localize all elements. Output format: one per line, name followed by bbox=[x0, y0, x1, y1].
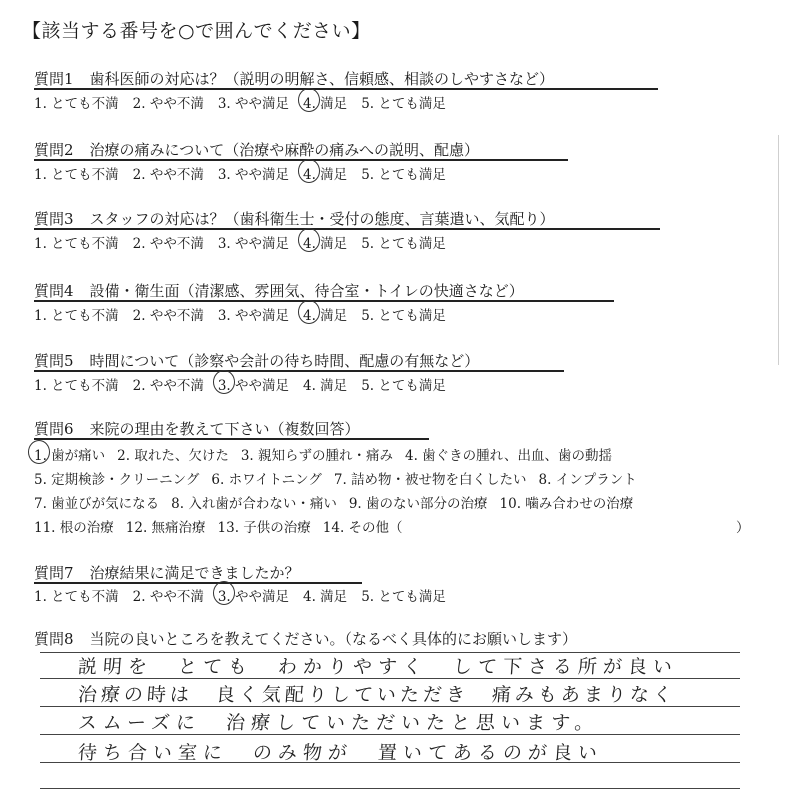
other-close-paren: ） bbox=[736, 520, 750, 536]
question-7-underline bbox=[34, 582, 362, 584]
scale-option[interactable]: 5. とても満足 bbox=[361, 236, 446, 252]
question-2-options bbox=[34, 163, 460, 183]
question-1-options bbox=[34, 92, 460, 112]
scale-option[interactable]: 5. とても満足 bbox=[361, 589, 446, 605]
reason-option[interactable]: 11. 根の治療 bbox=[34, 520, 114, 536]
selection-circle bbox=[298, 300, 320, 324]
scale-option[interactable]: 4. 満足 bbox=[303, 378, 348, 394]
selection-circle bbox=[298, 88, 320, 112]
reason-option[interactable]: 10. 噛み合わせの治療 bbox=[499, 496, 634, 512]
scale-option[interactable]: 2. やや不満 bbox=[132, 167, 204, 183]
reason-row bbox=[34, 492, 645, 512]
reason-option[interactable]: 5. 定期検診・クリーニング bbox=[34, 472, 200, 488]
question-number: 質問6 bbox=[34, 420, 74, 438]
question-7-title bbox=[34, 562, 300, 583]
reason-option[interactable]: 12. 無痛治療 bbox=[125, 520, 206, 536]
question-text: 設備・衛生面（清潔感、雰囲気、待合室・トイレの快適さなど） bbox=[89, 282, 524, 300]
question-6-underline bbox=[34, 438, 429, 440]
reason-option[interactable]: 3. 親知らずの腫れ・痛み bbox=[240, 448, 394, 464]
question-3-title bbox=[34, 208, 555, 229]
scale-option[interactable]: 2. やや不満 bbox=[132, 378, 204, 394]
scale-option[interactable]: 3. やや満足 bbox=[217, 308, 290, 324]
reason-row bbox=[34, 444, 624, 464]
handwritten-comment-1: 説明を とても わかりやすく して下さる所が良い bbox=[77, 656, 679, 678]
selection-circle bbox=[213, 370, 235, 394]
reason-option[interactable]: 7. 詰め物・被せ物を白くしたい bbox=[333, 472, 527, 488]
question-text: 治療結果に満足できましたか？ bbox=[89, 564, 300, 582]
question-number: 質問2 bbox=[34, 141, 74, 159]
question-3-options bbox=[34, 232, 460, 252]
question-4-underline bbox=[34, 300, 614, 302]
instruction-heading: 【該当する番号を○で囲んでください】 bbox=[22, 20, 371, 42]
question-number: 質問3 bbox=[34, 210, 74, 228]
question-3-underline bbox=[34, 228, 660, 230]
scale-option[interactable]: 2. やや不満 bbox=[132, 96, 204, 112]
reason-option[interactable]: 7. 歯並びが気になる bbox=[34, 496, 160, 512]
selection-circle bbox=[298, 159, 320, 183]
question-text: スタッフの対応は？（歯科衛生士・受付の態度、言葉遣い、気配り） bbox=[89, 210, 555, 228]
question-1-title bbox=[34, 68, 554, 89]
question-text: 治療の痛みについて（治療や麻酔の痛みへの説明、配慮） bbox=[89, 141, 479, 159]
reason-option[interactable]: 8. インプラント bbox=[538, 472, 637, 488]
question-5-title bbox=[34, 350, 479, 371]
question-number: 質問8 bbox=[34, 630, 74, 648]
question-text: 当院の良いところを教えてください。（なるべく具体的にお願いします） bbox=[89, 630, 578, 648]
selection-circle bbox=[28, 440, 50, 464]
scale-option[interactable]: 4. 満足 bbox=[303, 163, 347, 183]
reason-option[interactable]: 13. 子供の治療 bbox=[217, 520, 311, 536]
scale-option[interactable]: 2. やや不満 bbox=[132, 589, 204, 605]
scale-option[interactable]: 3. やや満足 bbox=[217, 96, 290, 112]
question-1-underline bbox=[34, 88, 658, 90]
selection-circle bbox=[298, 228, 320, 252]
scale-option[interactable]: 3. やや満足 bbox=[217, 167, 290, 183]
scale-option[interactable]: 1. とても不満 bbox=[34, 236, 119, 252]
question-number: 質問7 bbox=[34, 564, 74, 582]
question-2-underline bbox=[34, 159, 568, 161]
scale-option[interactable]: 5. とても満足 bbox=[361, 308, 446, 324]
question-4-title bbox=[34, 280, 524, 301]
question-8-title bbox=[34, 628, 577, 649]
reason-option[interactable]: 9. 歯のない部分の治療 bbox=[348, 496, 488, 512]
scale-option[interactable]: 3. やや満足 bbox=[218, 585, 289, 605]
reason-row bbox=[34, 516, 415, 536]
scale-option[interactable]: 3. やや満足 bbox=[218, 374, 289, 394]
scale-option[interactable]: 4. 満足 bbox=[303, 232, 347, 252]
reason-option[interactable]: 4. 歯ぐきの腫れ、出血、歯の動揺 bbox=[405, 448, 612, 464]
scale-option[interactable]: 1. とても不満 bbox=[34, 589, 119, 605]
scale-option[interactable]: 5. とても満足 bbox=[361, 378, 446, 394]
scan-edge-mark bbox=[778, 135, 779, 365]
question-4-options bbox=[34, 304, 460, 324]
scale-option[interactable]: 1. とても不満 bbox=[34, 378, 119, 394]
reason-option[interactable]: 1. 歯が痛い bbox=[34, 444, 105, 464]
question-2-title bbox=[34, 139, 479, 160]
question-6-title bbox=[34, 418, 360, 439]
question-5-options bbox=[34, 374, 460, 394]
question-5-underline bbox=[34, 370, 564, 372]
reason-option[interactable]: 8. 入れ歯が合わない・痛い bbox=[171, 496, 337, 512]
scale-option[interactable]: 4. 満足 bbox=[303, 304, 347, 324]
scale-option[interactable]: 2. やや不満 bbox=[132, 236, 204, 252]
scale-option[interactable]: 2. やや不満 bbox=[132, 308, 204, 324]
question-number: 質問4 bbox=[34, 282, 74, 300]
question-text: 歯科医師の対応は？（説明の明解さ、信頼感、相談のしやすさなど） bbox=[89, 70, 554, 88]
scale-option[interactable]: 5. とても満足 bbox=[361, 167, 446, 183]
handwritten-comment-4: 待ち合い室に のみ物が 置いてあるのが良い bbox=[77, 742, 604, 764]
scale-option[interactable]: 4. 満足 bbox=[303, 589, 348, 605]
question-number: 質問1 bbox=[34, 70, 74, 88]
scale-option[interactable]: 1. とても不満 bbox=[34, 167, 119, 183]
reason-option[interactable]: 2. 取れた、欠けた bbox=[117, 448, 229, 464]
question-number: 質問5 bbox=[34, 352, 74, 370]
reason-option[interactable]: 14. その他（ bbox=[322, 520, 403, 536]
question-text: 時間について（診察や会計の待ち時間、配慮の有無など） bbox=[89, 352, 480, 370]
reason-row bbox=[34, 468, 649, 488]
question-text: 来院の理由を教えて下さい（複数回答） bbox=[89, 420, 360, 438]
comment-line bbox=[40, 788, 740, 789]
scale-option[interactable]: 4. 満足 bbox=[303, 92, 347, 112]
question-7-options bbox=[34, 585, 460, 605]
handwritten-comment-2: 治療の時は 良く気配りしていただき 痛みもあまりなく bbox=[77, 684, 677, 706]
scale-option[interactable]: 5. とても満足 bbox=[361, 96, 446, 112]
handwritten-comment-3: スムーズに 治療していただいたと思います。 bbox=[77, 712, 601, 734]
selection-circle bbox=[213, 581, 235, 605]
scale-option[interactable]: 1. とても不満 bbox=[34, 308, 119, 324]
reason-option[interactable]: 6. ホワイトニング bbox=[211, 472, 322, 488]
scale-option[interactable]: 1. とても不満 bbox=[34, 96, 119, 112]
scale-option[interactable]: 3. やや満足 bbox=[217, 236, 290, 252]
